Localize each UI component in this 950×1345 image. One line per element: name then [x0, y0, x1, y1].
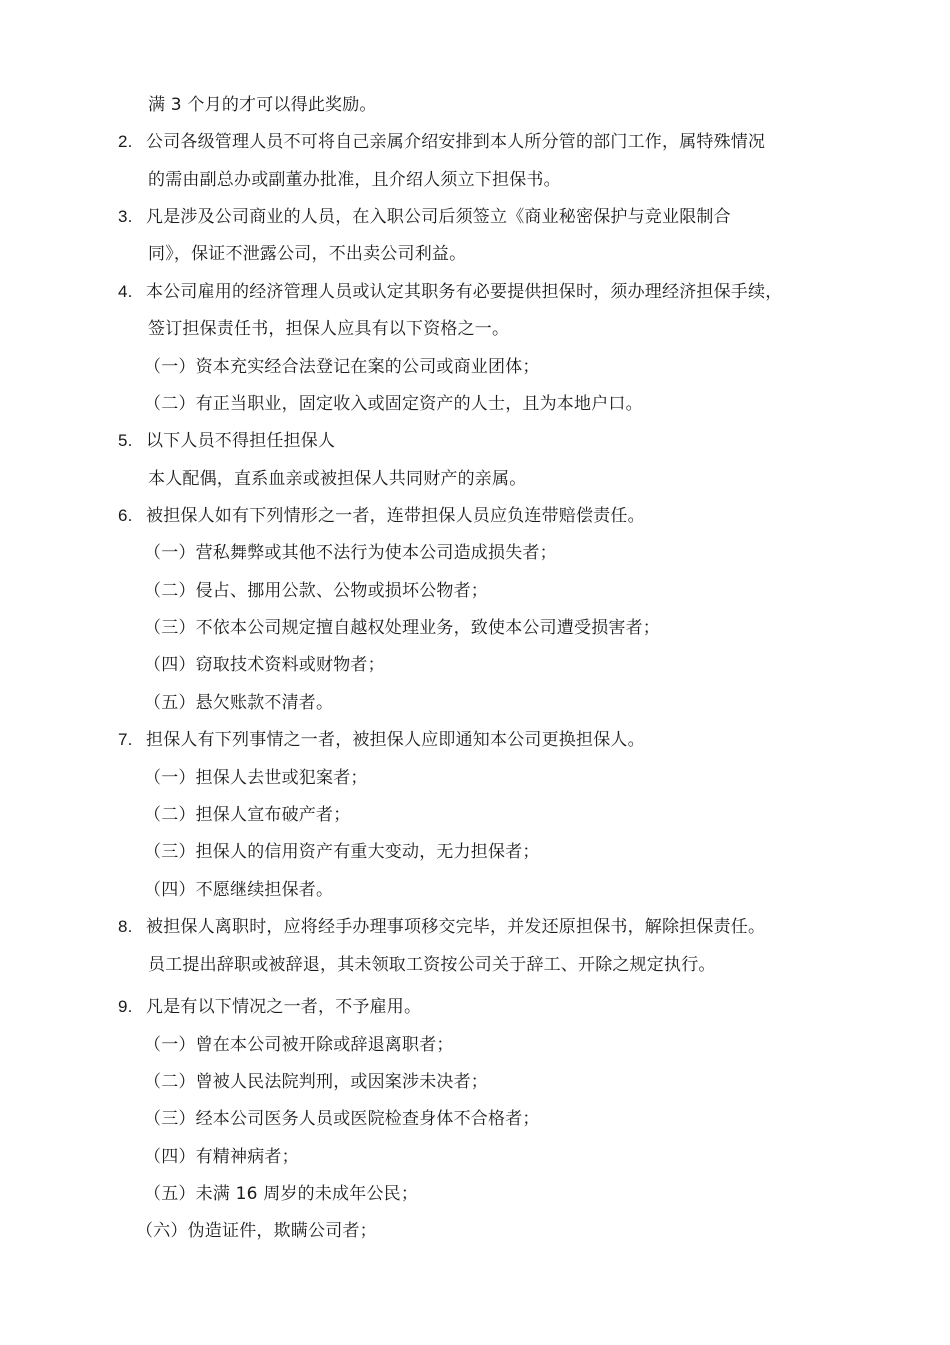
- text-line: 担保人有下列事情之一者，被担保人应即通知本公司更换担保人。: [146, 730, 645, 750]
- text-line: （二）侵占、挪用公款、公物或损坏公物者；: [144, 581, 488, 601]
- text-line: （四）有精神病者；: [144, 1147, 299, 1167]
- list-number: 9.: [118, 997, 133, 1016]
- text-line: （五）悬欠账款不清者。: [144, 693, 334, 713]
- list-number: 2.: [118, 132, 133, 151]
- text-line: （四）窃取技术资料或财物者；: [144, 655, 385, 675]
- text-line: （四）不愿继续担保者。: [144, 880, 334, 900]
- text-line: （二）担保人宣布破产者；: [144, 805, 351, 825]
- text-line: （三）经本公司医务人员或医院检查身体不合格者；: [144, 1109, 540, 1129]
- list-number: 5.: [118, 431, 133, 450]
- text-line: （一）资本充实经合法登记在案的公司或商业团体；: [144, 357, 540, 377]
- text-line: 以下人员不得担任担保人: [146, 431, 336, 451]
- text-line: （五）未满 16 周岁的未成年公民；: [144, 1184, 419, 1204]
- text-line: （二）有正当职业，固定收入或固定资产的人士，且为本地户口。: [144, 394, 643, 414]
- list-number: 3.: [118, 207, 133, 226]
- text-line: 凡是涉及公司商业的人员，在入职公司后须签立《商业秘密保护与竞业限制合: [146, 207, 731, 227]
- text-line: 本公司雇用的经济管理人员或认定其职务有必要提供担保时，须办理经济担保手续，: [146, 282, 783, 302]
- text-line: 的需由副总办或副董办批准，且介绍人须立下担保书。: [148, 170, 561, 190]
- text-line: （六）伪造证件，欺瞒公司者；: [136, 1221, 377, 1241]
- list-number: 8.: [118, 917, 133, 936]
- text-line: 被担保人离职时，应将经手办理事项移交完毕，并发还原担保书，解除担保责任。: [146, 917, 766, 937]
- text-line: （三）担保人的信用资产有重大变动，无力担保者；: [144, 842, 540, 862]
- text-line: （三）不依本公司规定擅自越权处理业务，致使本公司遭受损害者；: [144, 618, 660, 638]
- list-number: 4.: [118, 282, 133, 301]
- text-line: 公司各级管理人员不可将自己亲属介绍安排到本人所分管的部门工作，属特殊情况: [146, 132, 766, 152]
- text-line: 本人配偶，直系血亲或被担保人共同财产的亲属。: [148, 469, 527, 489]
- text-line: 满 3 个月的才可以得此奖励。: [148, 95, 377, 115]
- text-line: 同》，保证不泄露公司，不出卖公司利益。: [148, 244, 467, 264]
- text-line: 签订担保责任书，担保人应具有以下资格之一。: [148, 319, 510, 339]
- text-line: 凡是有以下情况之一者，不予雇用。: [146, 997, 422, 1017]
- text-line: 被担保人如有下列情形之一者，连带担保人员应负连带赔偿责任。: [146, 506, 645, 526]
- text-line: 员工提出辞职或被辞退，其未领取工资按公司关于辞工、开除之规定执行。: [148, 955, 716, 975]
- text-line: （一）曾在本公司被开除或辞退离职者；: [144, 1035, 454, 1055]
- text-line: （二）曾被人民法院判刑，或因案涉未决者；: [144, 1072, 488, 1092]
- list-number: 7.: [118, 730, 133, 749]
- text-line: （一）营私舞弊或其他不法行为使本公司造成损失者；: [144, 543, 557, 563]
- list-number: 6.: [118, 506, 133, 525]
- text-line: （一）担保人去世或犯案者；: [144, 768, 368, 788]
